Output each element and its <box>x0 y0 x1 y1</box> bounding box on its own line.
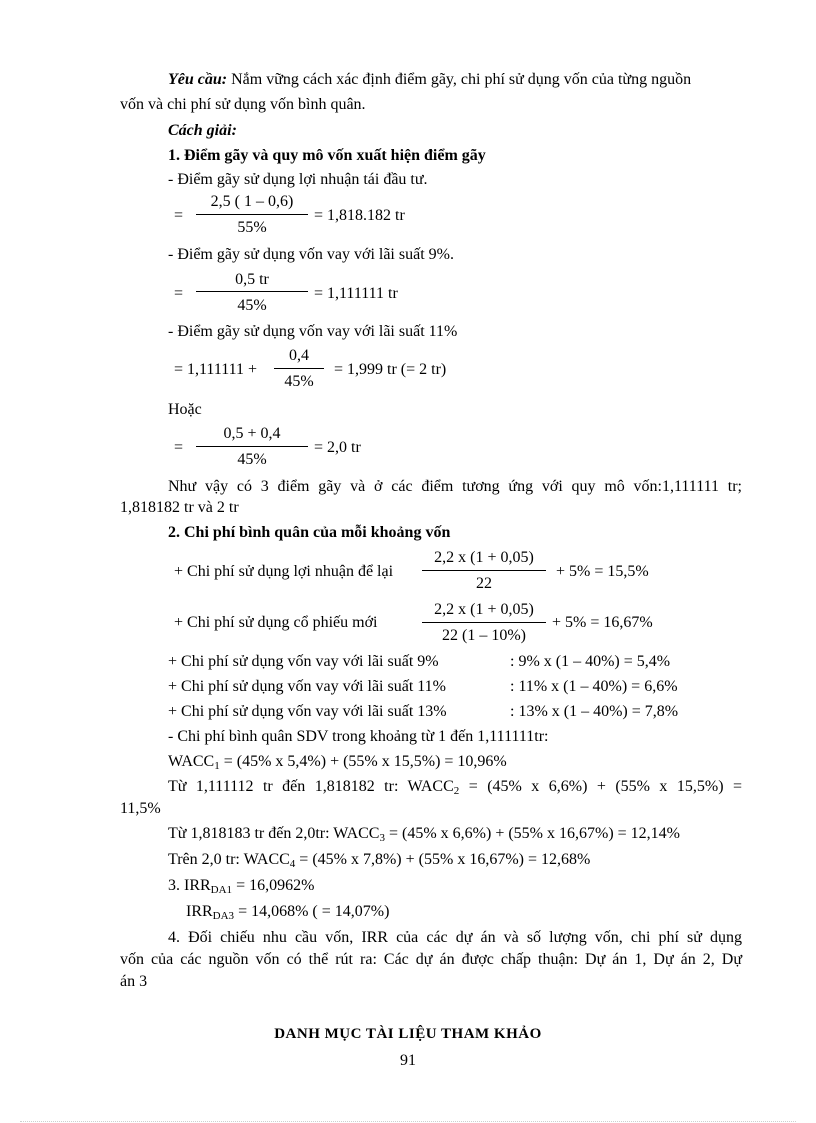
references-heading: DANH MỤC TÀI LIỆU THAM KHẢO <box>274 1026 542 1042</box>
formula-1-equals: = <box>174 207 184 224</box>
section-1-heading: 1. Điểm gãy và quy mô vốn xuất hiện điểm gãy <box>168 147 486 164</box>
breakpoint-loan-11-label: - Điểm gãy sử dụng vốn vay với lãi suất 11% <box>168 323 458 340</box>
formula-1-numerator: 2,5 ( 1 – 0,6) <box>210 193 294 210</box>
wacc-2-continuation: 11,5% <box>120 800 161 817</box>
wacc-1-prefix: WACC <box>168 753 215 770</box>
formula-2-equals: = <box>174 285 184 302</box>
formula-1-bar <box>196 214 308 215</box>
formula-4-denominator: 45% <box>237 451 267 468</box>
formula-3-prefix: = 1,111111 + <box>174 361 258 378</box>
loan-11-cost-label: + Chi phí sử dụng vốn vay với lãi suất 11% <box>168 678 446 695</box>
irr-da1-value: = 16,0962% <box>232 877 315 894</box>
retained-earnings-denominator: 22 <box>476 575 492 592</box>
breakpoint-conclusion-line-1: Như vậy có 3 điểm gãy và ở các điểm tương ứng với quy mô vốn:1,111111 tr; <box>168 478 742 495</box>
formula-4-result: = 2,0 tr <box>314 439 361 456</box>
irr-da3-line <box>186 902 389 922</box>
requirement-line-2: vốn và chi phí sử dụng vốn bình quân. <box>120 96 366 113</box>
loan-9-cost-value: : 9% x (1 – 40%) = 5,4% <box>510 653 671 670</box>
wacc-4-formula: = (45% x 7,8%) + (55% x 16,67%) = 12,68% <box>295 851 591 868</box>
requirement-text: Nắm vững cách xác định điểm gãy, chi phí sử dụng vốn của từng nguồn <box>227 71 692 88</box>
loan-11-cost-value: : 11% x (1 – 40%) = 6,6% <box>510 678 678 695</box>
or-label: Hoặc <box>168 401 202 418</box>
wacc-2-line <box>168 777 742 797</box>
new-stock-result: + 5% = 16,67% <box>552 614 653 631</box>
formula-1-result: = 1,818.182 tr <box>314 207 405 224</box>
conclusion-line-3: án 3 <box>120 973 148 990</box>
conclusion-line-1: 4. Đối chiếu nhu cầu vốn, IRR của các dự án và số lượng vốn, chi phí sử dụng <box>168 929 742 946</box>
formula-3-bar <box>274 368 324 369</box>
breakpoint-conclusion-line-2: 1,818182 tr và 2 tr <box>120 499 239 516</box>
wacc-3-line <box>168 824 680 844</box>
loan-13-cost-label: + Chi phí sử dụng vốn vay với lãi suất 13% <box>168 703 447 720</box>
requirement-line-1 <box>168 70 691 90</box>
formula-4-equals: = <box>174 439 184 456</box>
page-bottom-divider <box>20 1121 796 1122</box>
wacc-4-subscript: 4 <box>289 858 296 870</box>
section-2-heading: 2. Chi phí bình quân của mỗi khoảng vốn <box>168 524 451 541</box>
wacc-3-subscript: 3 <box>379 832 385 844</box>
retained-earnings-bar <box>422 570 546 571</box>
page-number: 91 <box>400 1052 416 1069</box>
requirement-label: Yêu cầu: <box>168 71 228 88</box>
wacc-4-line <box>168 850 590 870</box>
loan-13-cost-value: : 13% x (1 – 40%) = 7,8% <box>510 703 679 720</box>
average-cost-label: - Chi phí bình quân SDV trong khoảng từ 1 đến 1,111111tr: <box>168 728 549 745</box>
breakpoint-loan-9-label: - Điểm gãy sử dụng vốn vay với lãi suất 9%. <box>168 246 454 263</box>
irr-da1-prefix: 3. IRR <box>168 877 211 894</box>
irr-da3-prefix: IRR <box>186 903 213 920</box>
loan-9-cost-label: + Chi phí sử dụng vốn vay với lãi suất 9% <box>168 653 439 670</box>
wacc-4-prefix: Trên 2,0 tr: WACC <box>168 851 290 868</box>
formula-3-result: = 1,999 tr (= 2 tr) <box>334 361 447 378</box>
wacc-1-line <box>168 752 507 772</box>
irr-da1-subscript: DA1 <box>210 884 233 896</box>
wacc-3-formula: = (45% x 6,6%) + (55% x 16,67%) = 12,14% <box>384 825 681 842</box>
new-stock-numerator: 2,2 x (1 + 0,05) <box>434 601 534 618</box>
solution-heading: Cách giải: <box>168 122 237 139</box>
wacc-2-prefix: Từ 1,111112 tr đến 1,818182 tr: WACC <box>168 778 454 795</box>
retained-earnings-cost-label: + Chi phí sử dụng lợi nhuận để lại <box>174 563 394 580</box>
new-stock-bar <box>422 622 546 623</box>
irr-da3-value: = 14,068% ( = 14,07%) <box>234 903 390 920</box>
conclusion-line-2: vốn của các nguồn vốn có thể rút ra: Các dự án được chấp thuận: Dự án 1, Dự án 2, Dự <box>120 951 742 968</box>
new-stock-cost-label: + Chi phí sử dụng cổ phiếu mới <box>174 614 378 631</box>
wacc-1-subscript: 1 <box>214 760 220 772</box>
irr-da1-line <box>168 876 314 896</box>
formula-2-bar <box>196 291 308 292</box>
irr-da3-subscript: DA3 <box>212 910 235 922</box>
new-stock-denominator: 22 (1 – 10%) <box>442 627 526 644</box>
wacc-2-subscript: 2 <box>453 785 460 797</box>
formula-1-denominator: 55% <box>237 219 267 236</box>
wacc-1-formula: = (45% x 5,4%) + (55% x 15,5%) = 10,96% <box>219 753 507 770</box>
retained-earnings-result: + 5% = 15,5% <box>556 563 649 580</box>
retained-earnings-numerator: 2,2 x (1 + 0,05) <box>434 549 534 566</box>
formula-2-result: = 1,111111 tr <box>314 285 398 302</box>
wacc-3-prefix: Từ 1,818183 tr đến 2,0tr: WACC <box>168 825 380 842</box>
wacc-2-formula: = (45% x 6,6%) + (55% x 15,5%) = <box>459 778 742 795</box>
formula-4-bar <box>196 446 308 447</box>
formula-2-numerator: 0,5 tr <box>235 271 269 288</box>
formula-3-denominator: 45% <box>284 373 314 390</box>
formula-2-denominator: 45% <box>237 297 267 314</box>
formula-3-numerator: 0,4 <box>289 347 309 364</box>
breakpoint-retained-earnings-label: - Điểm gãy sử dụng lợi nhuận tái đầu tư. <box>168 171 428 188</box>
formula-4-numerator: 0,5 + 0,4 <box>223 425 281 442</box>
